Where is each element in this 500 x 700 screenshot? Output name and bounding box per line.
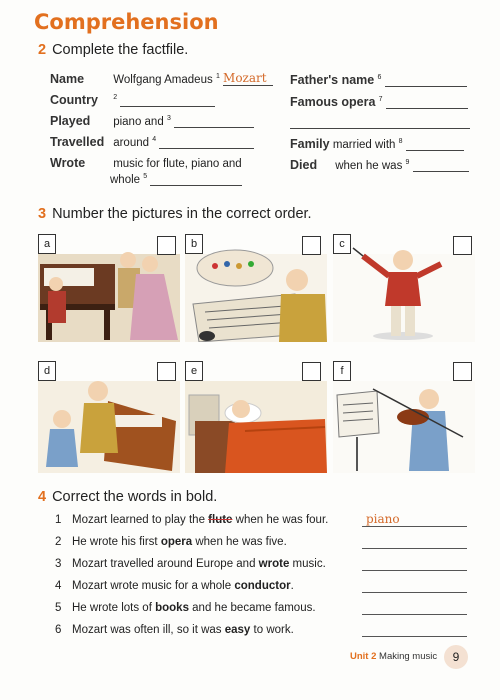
factfile-opera-blank[interactable] — [386, 96, 468, 109]
factfile-family-row: Family married with $^8$ — [290, 137, 464, 151]
factfile-father-blank[interactable] — [385, 74, 467, 87]
sentence-3-answer-line[interactable] — [362, 570, 467, 571]
picture-a-order-box[interactable] — [157, 236, 176, 255]
page-number: 9 — [444, 645, 468, 669]
picture-e-order-box[interactable] — [302, 362, 321, 381]
page-title: Comprehension — [34, 10, 219, 34]
task3-heading: 3 Number the pictures in the correct order. — [38, 206, 312, 222]
sentence-4-answer-line[interactable] — [362, 592, 467, 593]
sentence-4: 4 Mozart wrote music for a whole conductor. — [55, 580, 294, 592]
sentence-1: 1 Mozart learned to play the flute when he was four. — [55, 514, 329, 526]
factfile-travelled-blank[interactable] — [159, 136, 254, 149]
picture-d-order-box[interactable] — [157, 362, 176, 381]
task4-heading: 4 Correct the words in bold. — [38, 489, 218, 505]
picture-d-letter: d — [38, 361, 56, 381]
picture-e-letter: e — [185, 361, 203, 381]
page-footer: Unit 2 Making music — [350, 651, 438, 662]
sentence-3: 3 Mozart travelled around Europe and wrote music. — [55, 558, 326, 570]
factfile-played-blank[interactable] — [174, 115, 254, 128]
task2-heading: 2 Complete the factfile. — [38, 42, 189, 58]
sentence-2: 2 He wrote his first opera when he was five. — [55, 536, 287, 548]
picture-b-letter: b — [185, 234, 203, 254]
factfile-country-blank[interactable] — [120, 94, 215, 107]
factfile-died-blank[interactable] — [413, 159, 469, 172]
sentence-2-answer-line[interactable] — [362, 548, 467, 549]
factfile-opera-row: Famous opera $^7$ — [290, 95, 468, 109]
factfile-wrote-blank[interactable] — [150, 173, 242, 186]
sentence-5-answer-line[interactable] — [362, 614, 467, 615]
factfile-father-row: Father's name $^6$ — [290, 73, 467, 87]
picture-a-letter: a — [38, 234, 56, 254]
factfile-played-row: Played piano and $^3$ — [50, 114, 254, 128]
picture-b-order-box[interactable] — [302, 236, 321, 255]
factfile-opera-extra-line[interactable] — [290, 128, 470, 129]
factfile-died-row: Died when he was $^9$ — [290, 158, 469, 172]
factfile-wrote-row-2: whole $^5$ — [110, 173, 242, 186]
factfile-name-row: Name Wolfgang Amadeus $^1$ Mozart — [50, 71, 273, 86]
sentence-1-answer[interactable]: piano — [366, 512, 400, 526]
factfile-travelled-row: Travelled around $^4$ — [50, 135, 254, 149]
factfile-name-answer[interactable]: Mozart — [223, 71, 273, 86]
factfile-wrote-row: Wrote music for flute, piano and — [50, 156, 242, 170]
sentence-6-answer-line[interactable] — [362, 636, 467, 637]
picture-f-order-box[interactable] — [453, 362, 472, 381]
picture-c-order-box[interactable] — [453, 236, 472, 255]
sentence-6: 6 Mozart was often ill, so it was easy to work. — [55, 624, 294, 636]
sentence-1-answer-line[interactable] — [362, 526, 467, 527]
factfile-family-blank[interactable] — [406, 138, 464, 151]
picture-c-letter: c — [333, 234, 351, 254]
factfile-country-row: Country $^2$ — [50, 93, 215, 107]
picture-f-letter: f — [333, 361, 351, 381]
sentence-5: 5 He wrote lots of books and he became famous. — [55, 602, 316, 614]
